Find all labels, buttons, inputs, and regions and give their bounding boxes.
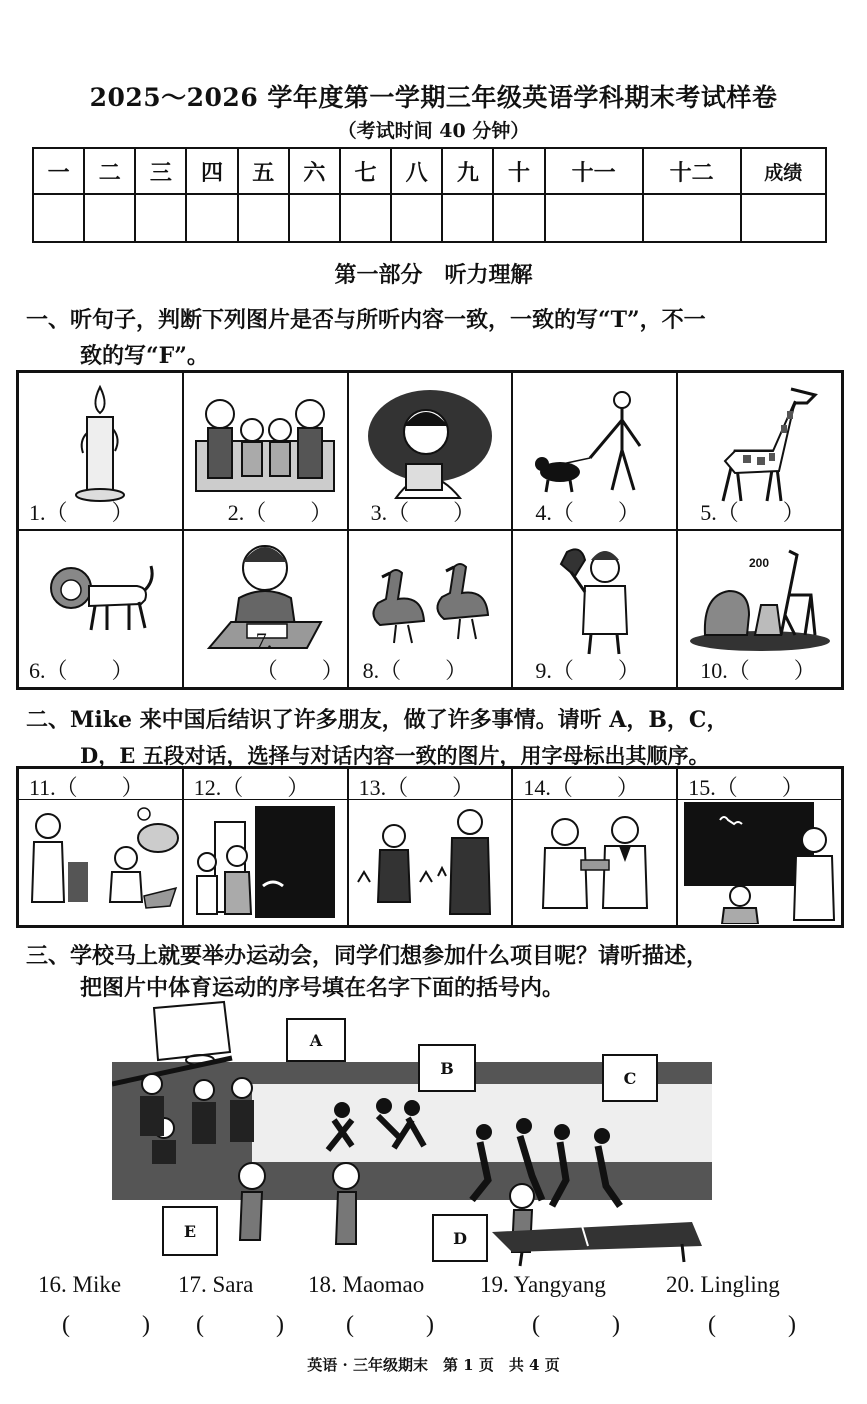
zoo-icon — [678, 539, 841, 661]
score-col-2: 二 — [84, 148, 135, 194]
section3-instruction-line2: 把图片中体育运动的序号填在名字下面的括号内。 — [80, 975, 565, 1001]
picture-item — [512, 768, 677, 926]
score-cell[interactable] — [643, 194, 741, 242]
giraffe-icon — [678, 377, 841, 509]
picture-item — [348, 768, 513, 926]
item-label: 11.（ ） — [29, 775, 144, 800]
picture-item — [18, 530, 183, 688]
item-label: 9.（ ） — [535, 658, 640, 683]
picture-item — [348, 530, 513, 688]
item-label: 3.（ ） — [370, 500, 476, 525]
picture-item — [512, 372, 677, 530]
candle-icon — [19, 379, 182, 507]
picture-item — [183, 372, 348, 530]
name-lingling: 20. Lingling — [666, 1272, 780, 1297]
dog-walking-icon — [513, 379, 676, 507]
score-cell[interactable] — [493, 194, 544, 242]
item-label: 14.（ ） — [523, 775, 639, 800]
exam-title: 2025～2026 学年度第一学期三年级英语学科期末考试样卷 — [89, 83, 778, 112]
score-cell[interactable] — [442, 194, 493, 242]
score-col-1: 一 — [33, 148, 84, 194]
item-label: 1.（ ） — [29, 500, 134, 525]
score-table — [32, 147, 827, 243]
score-cell[interactable] — [391, 194, 442, 242]
picture-item — [677, 372, 842, 530]
section2-instruction-line2: D，E 五段对话，选择与对话内容一致的图片，用字母标出其顺序。 — [80, 743, 710, 768]
answer-blank-16[interactable]: ( ) — [62, 1312, 150, 1338]
score-cell[interactable] — [135, 194, 186, 242]
score-col-7: 七 — [340, 148, 391, 194]
score-col-total: 成绩 — [741, 148, 826, 194]
name-maomao: 18. Maomao — [308, 1272, 425, 1297]
ducks-icon — [349, 545, 512, 663]
answer-blank-18[interactable]: ( ) — [346, 1312, 434, 1338]
score-col-9: 九 — [442, 148, 493, 194]
item-label: 10.（ ） — [700, 658, 816, 683]
score-cell[interactable] — [84, 194, 135, 242]
answer-blank-19[interactable]: ( ) — [532, 1312, 620, 1338]
girl-reading-icon — [349, 379, 512, 507]
item-label: 13.（ ） — [358, 775, 475, 800]
section1-picture-grid — [16, 370, 844, 690]
picture-item — [183, 768, 348, 926]
shopping-scene-icon — [19, 803, 182, 921]
section2-picture-grid — [16, 766, 844, 928]
doctor-with-bird-icon — [513, 537, 676, 661]
callout-a: A — [286, 1018, 346, 1062]
item-label: 6.（ ） — [29, 658, 134, 683]
callout-e: E — [162, 1206, 218, 1256]
callout-c: C — [602, 1054, 658, 1102]
picture-item — [18, 372, 183, 530]
picture-item — [348, 372, 513, 530]
item-label: 4.（ ） — [535, 500, 640, 525]
part-title: 第一部分 听力理解 — [334, 262, 533, 288]
name-answer-row — [0, 1268, 867, 1338]
friends-talking-icon — [513, 803, 676, 921]
score-cell[interactable] — [340, 194, 391, 242]
score-cell[interactable] — [289, 194, 340, 242]
name-yangyang: 19. Yangyang — [480, 1272, 606, 1297]
callout-b: B — [418, 1044, 476, 1092]
score-col-6: 六 — [289, 148, 340, 194]
door-scene-icon — [184, 803, 347, 921]
score-col-10: 十 — [493, 148, 544, 194]
score-col-8: 八 — [391, 148, 442, 194]
item-label: 2.（ ） — [227, 500, 333, 525]
svg-text:200: 200 — [748, 556, 769, 570]
score-cell[interactable] — [33, 194, 84, 242]
score-cell[interactable] — [741, 194, 826, 242]
name-sara: 17. Sara — [178, 1272, 254, 1297]
item-label: 12.（ ） — [193, 775, 310, 800]
score-col-12: 十二 — [643, 148, 741, 194]
score-cell[interactable] — [238, 194, 289, 242]
exam-duration: （考试时间 40 分钟） — [337, 120, 530, 142]
score-cell[interactable] — [186, 194, 237, 242]
classroom-blackboard-icon — [678, 801, 841, 923]
section3-instruction-line1: 三、学校马上就要举办运动会，同学们想参加什么项目呢？请听描述， — [26, 943, 709, 969]
score-col-5: 五 — [238, 148, 289, 194]
picture-item — [677, 530, 842, 688]
picture-item — [512, 530, 677, 688]
item-label: 8.（ ） — [362, 658, 468, 683]
picture-item — [677, 768, 842, 926]
name-mike: 16. Mike — [38, 1272, 122, 1297]
picture-item — [183, 530, 348, 688]
picture-item — [18, 768, 183, 926]
item-label: 7.（ ） — [255, 628, 344, 683]
item-label: 15.（ ） — [688, 775, 804, 800]
item-label: 5.（ ） — [700, 500, 805, 525]
lion-icon — [19, 537, 182, 655]
family-icon — [184, 379, 347, 507]
answer-blank-20[interactable]: ( ) — [708, 1312, 796, 1338]
section1-instruction-line1: 一、听句子，判断下列图片是否与所听内容一致，一致的写“T”，不一 — [26, 307, 706, 333]
answer-blank-17[interactable]: ( ) — [196, 1312, 284, 1338]
score-col-4: 四 — [186, 148, 237, 194]
score-col-11: 十一 — [545, 148, 643, 194]
section2-instruction-line1: 二、Mike 来中国后结识了许多朋友，做了许多事情。请听 A，B，C， — [26, 707, 729, 733]
page-footer: 英语 · 三年级期末 第 1 页 共 4 页 — [307, 1356, 560, 1374]
score-col-3: 三 — [135, 148, 186, 194]
sports-day-illustration — [112, 1000, 712, 1268]
score-cell[interactable] — [545, 194, 643, 242]
greeting-scene-icon — [349, 803, 512, 921]
callout-d: D — [432, 1214, 488, 1262]
section1-instruction-line2: 致的写“F”。 — [80, 343, 209, 369]
